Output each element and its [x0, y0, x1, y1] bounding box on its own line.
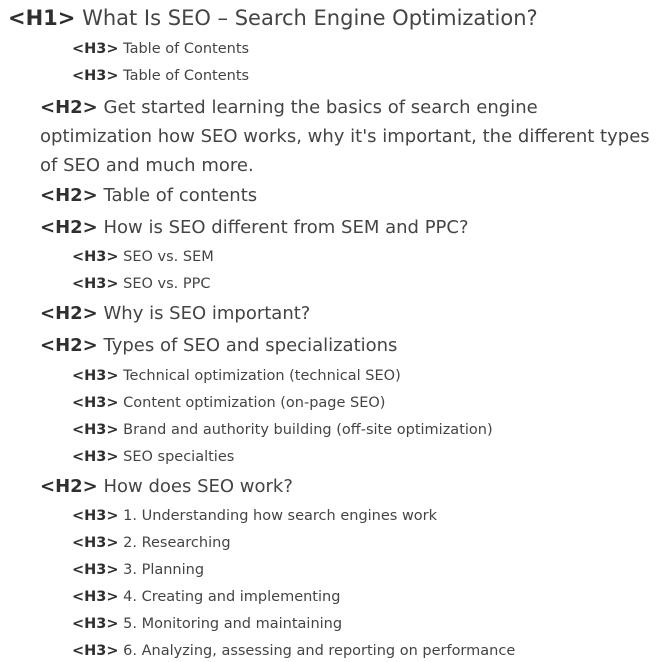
- heading-tag: <H3>: [72, 589, 119, 605]
- heading-text: Get started learning the basics of search engine optimization how SEO works, why it's important, the different types of SEO and much more.: [40, 97, 650, 176]
- heading-text: 5. Monitoring and maintaining: [123, 616, 343, 632]
- heading-tag: <H3>: [72, 616, 119, 632]
- h3-heading: [72, 39, 249, 59]
- heading-text: How is SEO different from SEM and PPC?: [103, 217, 469, 238]
- h3-heading: [72, 393, 385, 413]
- heading-tag: <H3>: [72, 422, 119, 438]
- heading-text: 6. Analyzing, assessing and reporting on performance: [123, 643, 516, 659]
- heading-tag: <H3>: [72, 395, 119, 411]
- heading-text: Brand and authority building (off-site optimization): [123, 422, 493, 438]
- h3-heading: [72, 247, 214, 267]
- heading-tag: <H3>: [72, 368, 119, 384]
- heading-text: 3. Planning: [123, 562, 205, 578]
- h2-heading: [40, 300, 310, 327]
- heading-tag: <H3>: [72, 449, 119, 465]
- h3-heading: [72, 560, 204, 580]
- heading-tag: <H3>: [72, 562, 119, 578]
- h3-heading: [72, 614, 342, 634]
- heading-tag: <H3>: [72, 508, 119, 524]
- heading-text: How does SEO work?: [103, 476, 293, 497]
- heading-tag: <H3>: [72, 643, 119, 659]
- heading-text: SEO vs. SEM: [123, 249, 214, 265]
- h3-heading: [72, 366, 401, 386]
- h2-heading: [40, 214, 469, 241]
- heading-text: 1. Understanding how search engines work: [123, 508, 438, 524]
- h2-heading: [40, 182, 257, 209]
- heading-text: Table of Contents: [123, 41, 250, 57]
- heading-tag: <H3>: [72, 41, 119, 57]
- heading-text: 2. Researching: [123, 535, 231, 551]
- heading-tag: <H3>: [72, 68, 119, 84]
- heading-text: SEO vs. PPC: [123, 276, 211, 292]
- heading-tag: <H2>: [40, 185, 98, 206]
- h1-heading: [8, 4, 538, 32]
- h2-heading: [40, 93, 650, 180]
- heading-text: Technical optimization (technical SEO): [123, 368, 401, 384]
- heading-tag: <H2>: [40, 303, 98, 324]
- h2-heading: [40, 473, 293, 500]
- h3-heading: [72, 447, 234, 467]
- heading-text: Types of SEO and specializations: [103, 335, 398, 356]
- h3-heading: [72, 587, 340, 607]
- heading-text: Content optimization (on-page SEO): [123, 395, 386, 411]
- heading-text: SEO specialties: [123, 449, 235, 465]
- heading-tag: <H2>: [40, 217, 98, 238]
- h3-heading: [72, 420, 493, 440]
- heading-text: Table of contents: [103, 185, 258, 206]
- h3-heading: [72, 274, 211, 294]
- heading-text: Table of Contents: [123, 68, 250, 84]
- heading-tag: <H3>: [72, 249, 119, 265]
- heading-text: What Is SEO – Search Engine Optimization?: [82, 6, 538, 30]
- heading-text: 4. Creating and implementing: [123, 589, 341, 605]
- heading-tag: <H2>: [40, 476, 98, 497]
- h2-heading: [40, 332, 397, 359]
- heading-tag: <H2>: [40, 97, 98, 118]
- h3-heading: [72, 641, 515, 661]
- heading-tag: <H3>: [72, 535, 119, 551]
- heading-text: Why is SEO important?: [103, 303, 311, 324]
- heading-tag: <H1>: [8, 6, 76, 30]
- h3-heading: [72, 506, 437, 526]
- heading-tag: <H3>: [72, 276, 119, 292]
- h3-heading: [72, 533, 231, 553]
- heading-tag: <H2>: [40, 335, 98, 356]
- h3-heading: [72, 66, 249, 86]
